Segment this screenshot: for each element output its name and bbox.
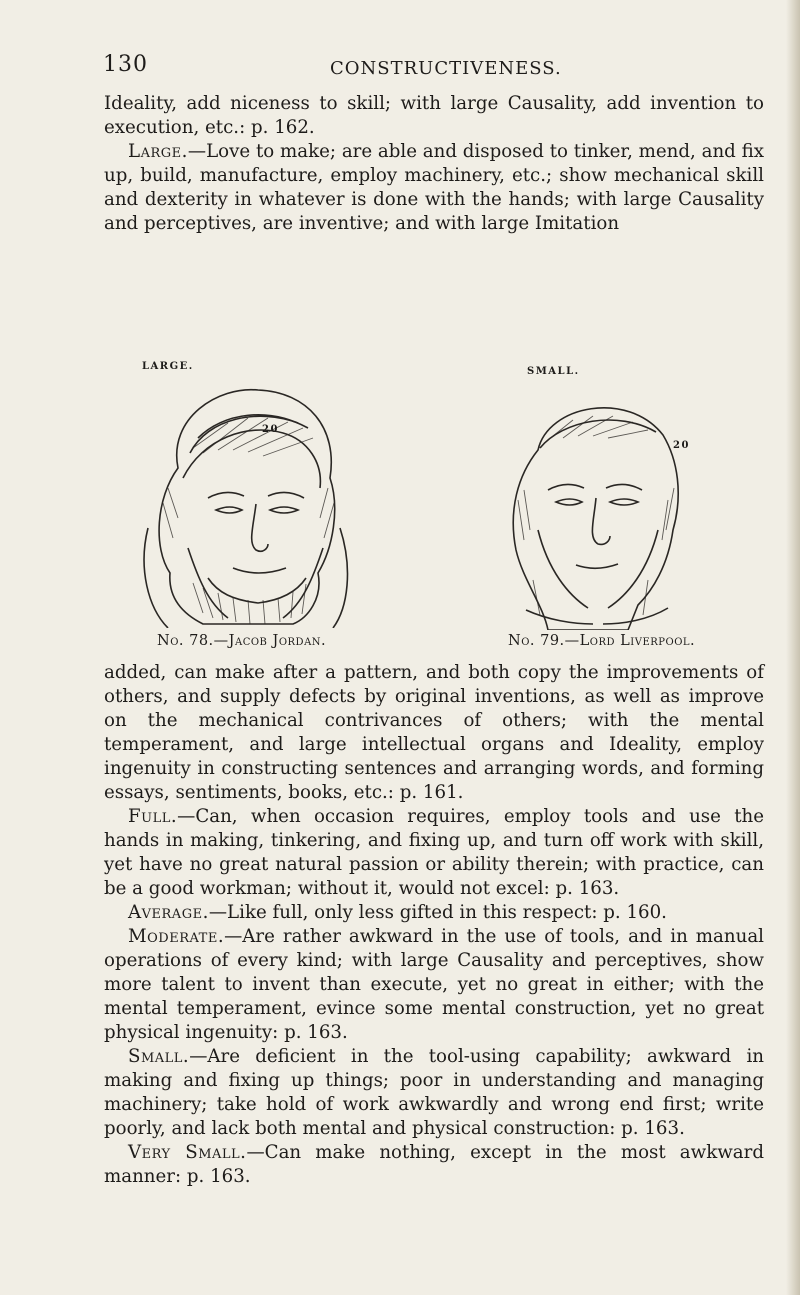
average-paragraph <box>104 901 764 925</box>
top-text-block <box>104 92 764 236</box>
small-text: —Are deficient in the tool-using capability; awkward in making and fixing up things; poor in understanding and managing machinery; take hold of work awkwardly and wrong end first; write poorly, and lack both mental and physical construction: p. 163. <box>104 1046 764 1139</box>
average-text: —Like full, only less gifted in this respect: p. 160. <box>208 902 667 923</box>
page-number: 130 <box>103 52 148 77</box>
portrait-small-illustration <box>478 380 708 630</box>
running-title: CONSTRUCTIVENESS. <box>330 58 562 79</box>
full-label: Full. <box>128 806 178 827</box>
very-small-text: —Can make nothing, except in the most awkward manner: p. 163. <box>104 1142 764 1187</box>
large-paragraph <box>104 140 764 236</box>
page-edge <box>786 0 800 1295</box>
small-paragraph <box>104 1045 764 1141</box>
full-paragraph <box>104 805 764 901</box>
figure-right-caption: No. 79.—Lord Liverpool. <box>508 633 696 649</box>
continuation-paragraph: added, can make after a pattern, and both copy the improvements of others, and supply defects by original inventions, as well as improve on the mechanical contrivances of others; with the mental temperament, and large intellectual organs and Ideality, employ ingenuity in constructing sentences and arranging words, and forming essays, sentiments, books, etc.: p. 161. <box>104 662 764 803</box>
large-label: Large. <box>128 141 188 162</box>
moderate-paragraph <box>104 925 764 1045</box>
portrait-large-illustration <box>108 378 378 628</box>
figure-left-number-mark: 20 <box>262 424 279 435</box>
ideality-paragraph: Ideality, add niceness to skill; with large Causality, add invention to execution, etc.: p. 162. <box>104 93 764 138</box>
average-label: Average. <box>128 902 209 923</box>
figure-left-label: LARGE. <box>142 361 194 372</box>
figure-right-label: SMALL. <box>527 366 580 377</box>
full-text: —Can, when occasion requires, employ tools and use the hands in making, tinkering, and fixing up, and turn off work with skill, yet have no great natural passion or ability therein; with practice, can be a good workman; without it, would not excel: p. 163. <box>104 806 764 899</box>
bottom-text-block <box>104 661 764 1189</box>
very-small-paragraph <box>104 1141 764 1189</box>
small-label: Small. <box>128 1046 190 1067</box>
very-small-label: Very Small. <box>128 1142 247 1163</box>
portrait-jacob-jordan <box>108 378 378 628</box>
portrait-lord-liverpool <box>478 380 708 630</box>
figure-left-caption: No. 78.—Jacob Jordan. <box>157 633 327 649</box>
moderate-text: —Are rather awkward in the use of tools, and in manual operations of every kind; with large Causality and perceptives, show more talent to invent than execute, yet no great in either; with the mental temperament, evince some mental construction, yet no great physical ingenuity: p. 163. <box>104 926 764 1043</box>
figure-right-number-mark: 20 <box>673 440 690 451</box>
large-text: —Love to make; are able and disposed to tinker, mend, and fix up, build, manufacture, employ machinery, etc.; show mechanical skill and dexterity in whatever is done with the hands; with large Causality and perceptives, are inventive; and with large Imitation <box>104 141 764 234</box>
moderate-label: Moderate. <box>128 926 225 947</box>
